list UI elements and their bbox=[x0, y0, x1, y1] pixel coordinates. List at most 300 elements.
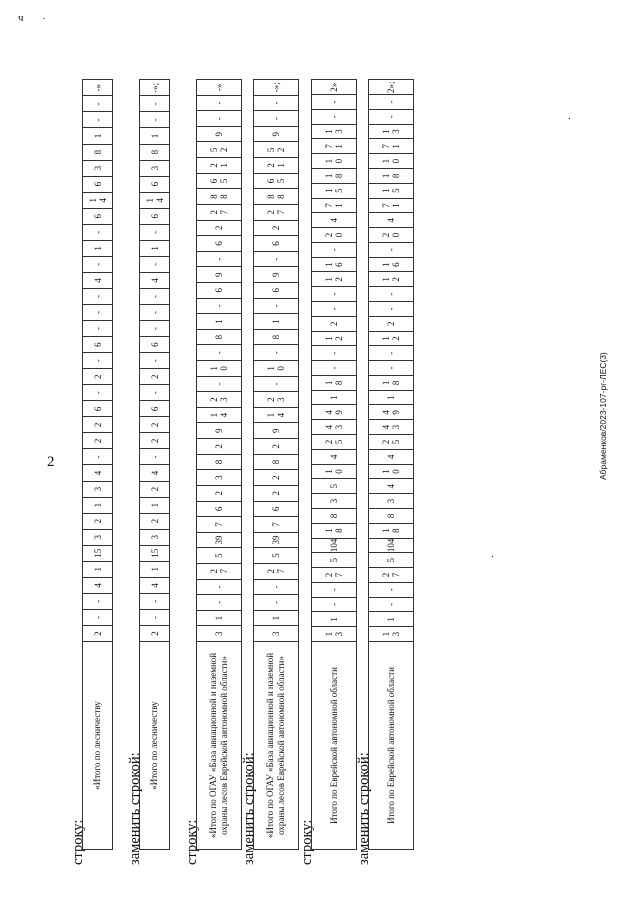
table-cell bbox=[312, 582, 357, 597]
table-cell bbox=[254, 595, 299, 611]
cell-digit: 0 bbox=[219, 366, 229, 371]
cell-digit: 3 bbox=[219, 397, 229, 402]
cell-digit: - bbox=[92, 359, 103, 363]
cell-digit: - bbox=[149, 455, 160, 459]
cell-digit: 4 bbox=[386, 217, 396, 223]
cell-digit: 6 bbox=[391, 262, 401, 267]
table-cell bbox=[197, 610, 242, 626]
cell-digit: 2 bbox=[219, 147, 229, 153]
cell-digit: 7 bbox=[276, 569, 286, 574]
cell-digit: 1 bbox=[149, 246, 160, 251]
cell-digit: 3 bbox=[92, 165, 103, 171]
cell-digit: 8 bbox=[334, 380, 344, 386]
table-cell bbox=[312, 257, 357, 272]
table-cell bbox=[312, 95, 357, 110]
cell-digit: 7 bbox=[276, 210, 286, 215]
cell-digit: 7 bbox=[219, 210, 229, 215]
cell-digit: 3 bbox=[214, 631, 224, 636]
table-cell bbox=[369, 331, 414, 346]
table-cell bbox=[254, 126, 299, 142]
cell-digit: 2 bbox=[149, 374, 160, 379]
cell-digit: 2 bbox=[266, 569, 276, 574]
table-cell bbox=[369, 435, 414, 450]
cell-digit: - bbox=[386, 307, 396, 311]
cell-digit: 3 bbox=[391, 631, 401, 637]
cell-digit: - bbox=[92, 118, 103, 122]
cell-digit: - bbox=[92, 327, 103, 331]
cell-digit: 2 bbox=[271, 490, 281, 496]
table-cell bbox=[140, 513, 170, 529]
cell-digit: 4 bbox=[92, 470, 103, 476]
table-cell bbox=[369, 228, 414, 243]
table-cell bbox=[312, 169, 357, 184]
cell-digit: 3 bbox=[149, 534, 160, 540]
table-cell bbox=[369, 302, 414, 317]
cell-digit: 1 bbox=[276, 163, 286, 168]
cell-digit: - bbox=[329, 351, 339, 355]
cell-digit: 2 bbox=[149, 486, 160, 492]
cell-digit: - bbox=[149, 118, 160, 122]
cell-digit: 6 bbox=[92, 214, 103, 219]
cell-digit: 1 bbox=[324, 277, 334, 282]
cell-digit: 15 bbox=[92, 548, 103, 558]
table-cell bbox=[83, 529, 113, 545]
table-cell bbox=[312, 228, 357, 243]
table-cell bbox=[369, 213, 414, 228]
table-cell bbox=[197, 267, 242, 283]
cell-digit: 6 bbox=[149, 342, 160, 347]
table-cell bbox=[369, 346, 414, 361]
table-row bbox=[140, 80, 170, 850]
table-cell bbox=[254, 80, 299, 96]
row-name-cell: «Итого по лесничеству bbox=[140, 642, 170, 850]
cell-digit: 1 bbox=[381, 158, 391, 164]
table-cell bbox=[197, 282, 242, 298]
cell-digit: 6 bbox=[149, 181, 160, 187]
page-number: 2 bbox=[47, 454, 55, 470]
table-cell bbox=[312, 287, 357, 302]
table-cell bbox=[254, 298, 299, 314]
table-cell bbox=[197, 314, 242, 330]
table-cell bbox=[83, 401, 113, 417]
cell-digit: 1 bbox=[87, 197, 98, 203]
cell-digit: 5 bbox=[334, 188, 344, 193]
cell-digit: 5 bbox=[266, 147, 276, 153]
table-cell bbox=[83, 160, 113, 176]
table-cell bbox=[369, 124, 414, 139]
table-cell bbox=[140, 288, 170, 304]
cell-digit: 5 bbox=[391, 439, 401, 445]
cell-digit: 1 bbox=[271, 319, 281, 324]
cell-digit: 7 bbox=[391, 572, 401, 578]
cell-digit: 2 bbox=[266, 397, 276, 402]
cell-digit: 7 bbox=[381, 203, 391, 208]
table-cell bbox=[254, 439, 299, 455]
cell-digit: 8 bbox=[386, 513, 396, 519]
cell-digit: 4 bbox=[329, 454, 339, 459]
row-name-cell: Итого по Еврейской автономной области bbox=[369, 642, 414, 850]
cell-digit: 7 bbox=[324, 144, 334, 149]
cell-digit: 2 bbox=[271, 475, 281, 480]
cell-digit: 2 bbox=[324, 439, 334, 445]
table-cell bbox=[140, 609, 170, 625]
cell-digit: 1 bbox=[214, 615, 224, 621]
cell-digit: - bbox=[271, 101, 281, 105]
table-cell bbox=[312, 538, 357, 553]
table-cell bbox=[197, 579, 242, 595]
cell-digit: 9 bbox=[214, 131, 224, 137]
table-cell bbox=[369, 257, 414, 272]
cell-digit: - bbox=[92, 615, 103, 619]
cell-digit: 8 bbox=[271, 459, 281, 465]
table-cell bbox=[140, 401, 170, 417]
table-cell bbox=[197, 454, 242, 470]
table-cell bbox=[140, 577, 170, 593]
cell-digit: 8 bbox=[391, 173, 401, 179]
cell-digit: 5 bbox=[209, 147, 219, 153]
cell-digit: 0 bbox=[276, 366, 286, 371]
table-cell bbox=[197, 329, 242, 345]
table-cell bbox=[83, 288, 113, 304]
table-cell bbox=[254, 282, 299, 298]
cell-digit: 2 bbox=[276, 147, 286, 153]
data-table bbox=[368, 79, 414, 850]
cell-digit: 5 bbox=[386, 557, 396, 563]
cell-digit: - bbox=[214, 101, 224, 105]
table-cell bbox=[197, 189, 242, 205]
table-cell bbox=[312, 627, 357, 642]
table-cell bbox=[140, 80, 170, 96]
cell-digit: 4 bbox=[381, 410, 391, 415]
table-cell bbox=[83, 545, 113, 561]
table-cell bbox=[197, 517, 242, 533]
table-cell bbox=[312, 464, 357, 479]
table-cell bbox=[83, 433, 113, 449]
cell-digit: 2 bbox=[149, 518, 160, 524]
table-cell bbox=[312, 553, 357, 568]
table-cell bbox=[254, 563, 299, 579]
table-cell bbox=[83, 208, 113, 224]
cell-digit: 4 bbox=[381, 424, 391, 430]
cell-digit: 104 bbox=[329, 538, 339, 553]
cell-digit: 6 bbox=[92, 181, 103, 187]
section-label-new: заменить строкой: bbox=[127, 752, 143, 865]
table-cell bbox=[140, 305, 170, 321]
table-cell bbox=[140, 96, 170, 112]
table-cell bbox=[369, 538, 414, 553]
cell-digit: - bbox=[271, 382, 281, 386]
cell-digit: 6 bbox=[266, 178, 276, 184]
table-cell bbox=[83, 561, 113, 577]
table-cell bbox=[369, 627, 414, 642]
table-cell bbox=[369, 242, 414, 257]
cell-digit: - bbox=[386, 115, 396, 119]
cell-digit: 8 bbox=[92, 149, 103, 155]
cell-digit: - bbox=[329, 248, 339, 252]
cell-digit: 3 bbox=[334, 631, 344, 637]
table-cell bbox=[369, 154, 414, 169]
cell-digit: 0 bbox=[391, 469, 401, 474]
table-cell bbox=[197, 142, 242, 158]
cell-digit: 4 bbox=[149, 470, 160, 476]
cell-digit: - bbox=[214, 585, 224, 589]
cell-digit: 8 bbox=[214, 334, 224, 340]
cell-digit: 6 bbox=[271, 241, 281, 246]
cell-digit: 2 bbox=[381, 232, 391, 238]
cell-digit: - bbox=[271, 600, 281, 604]
cell-digit: 7 bbox=[219, 569, 229, 574]
cell-digit: - bbox=[386, 603, 396, 607]
table-cell bbox=[254, 376, 299, 392]
table-cell bbox=[197, 220, 242, 236]
table-cell bbox=[369, 80, 414, 95]
cell-digit: - bbox=[92, 102, 103, 106]
cell-digit: - bbox=[329, 100, 339, 104]
table-cell bbox=[369, 109, 414, 124]
table-cell bbox=[140, 112, 170, 128]
table-cell bbox=[140, 529, 170, 545]
table-cell bbox=[312, 331, 357, 346]
table-cell bbox=[312, 435, 357, 450]
cell-digit: 8 bbox=[271, 334, 281, 340]
table-cell bbox=[254, 579, 299, 595]
cell-digit: 6 bbox=[271, 506, 281, 512]
cell-digit: 2 bbox=[92, 438, 103, 444]
cell-digit: 39 bbox=[214, 535, 224, 545]
cell-digit: 1 bbox=[324, 262, 334, 267]
cell-digit: 1 bbox=[324, 528, 334, 533]
table-cell bbox=[312, 597, 357, 612]
cell-digit: 2 bbox=[386, 321, 396, 326]
table-cell bbox=[254, 517, 299, 533]
cell-digit: - bbox=[386, 248, 396, 252]
cell-digit: 5 bbox=[271, 553, 281, 558]
table-cell bbox=[369, 597, 414, 612]
table-cell bbox=[140, 128, 170, 144]
cell-digit: 4 bbox=[329, 217, 339, 223]
cell-digit: 104 bbox=[386, 538, 396, 553]
cell-digit: 1 bbox=[266, 412, 276, 418]
table-cell bbox=[312, 375, 357, 390]
table-cell bbox=[369, 390, 414, 405]
table-cell bbox=[369, 405, 414, 420]
table-cell bbox=[140, 321, 170, 337]
cell-digit: 2»; bbox=[386, 81, 396, 93]
cell-digit: 2» bbox=[329, 82, 339, 92]
cell-digit: 1 bbox=[334, 203, 344, 208]
cell-digit: - bbox=[214, 304, 224, 308]
table-cell bbox=[312, 198, 357, 213]
row-name-cell: «Итого по ОГАУ «База авиационной и наземной охраны лесов Еврейской автономной области» bbox=[197, 642, 242, 850]
cell-digit: 4 bbox=[324, 424, 334, 430]
table-cell bbox=[254, 236, 299, 252]
cell-digit: 1 bbox=[324, 469, 334, 474]
table-cell bbox=[369, 553, 414, 568]
table-cell bbox=[83, 497, 113, 513]
table-cell bbox=[254, 485, 299, 501]
row-name-cell: Итого по Еврейской автономной области bbox=[312, 642, 357, 850]
table-cell bbox=[83, 96, 113, 112]
cell-digit: - bbox=[386, 366, 396, 370]
table-cell bbox=[197, 80, 242, 96]
table-cell bbox=[197, 251, 242, 267]
table-cell bbox=[83, 417, 113, 433]
table-cell bbox=[312, 568, 357, 583]
cell-digit: 2 bbox=[381, 572, 391, 578]
cell-digit: 1 bbox=[386, 617, 396, 622]
cell-digit: 1 bbox=[324, 188, 334, 193]
cell-digit: 6 bbox=[209, 178, 219, 184]
cell-digit: 2 bbox=[391, 277, 401, 282]
table-cell bbox=[312, 242, 357, 257]
section-label-new: заменить строкой: bbox=[356, 752, 372, 865]
cell-digit: 2 bbox=[209, 210, 219, 215]
cell-digit: 2 bbox=[324, 232, 334, 238]
table-cell bbox=[254, 251, 299, 267]
table-cell bbox=[197, 236, 242, 252]
table-cell bbox=[140, 337, 170, 353]
cell-digit: 5 bbox=[334, 439, 344, 445]
table-cell bbox=[312, 139, 357, 154]
data-table bbox=[253, 79, 299, 850]
cell-digit: - bbox=[149, 295, 160, 298]
cell-digit: 4 bbox=[276, 412, 286, 418]
cell-digit: 2 bbox=[92, 374, 103, 379]
cell-digit: 5 bbox=[276, 178, 286, 184]
table-row bbox=[254, 80, 299, 850]
table-cell bbox=[140, 465, 170, 481]
cell-digit: 1 bbox=[334, 144, 344, 149]
cell-digit: 6 bbox=[214, 506, 224, 512]
table-cell bbox=[197, 204, 242, 220]
table-cell bbox=[83, 256, 113, 272]
cell-digit: 8 bbox=[276, 194, 286, 199]
cell-digit: 2 bbox=[92, 422, 103, 428]
table-cell bbox=[312, 124, 357, 139]
table-cell bbox=[83, 513, 113, 529]
table-cell bbox=[197, 111, 242, 127]
row-name-cell: «Итого по ОГАУ «База авиационной и наземной охраны лесов Еврейской автономной области» bbox=[254, 642, 299, 850]
cell-digit: 7 bbox=[271, 522, 281, 527]
table-cell bbox=[254, 329, 299, 345]
cell-digit: - bbox=[329, 292, 339, 296]
cell-digit: 1 bbox=[324, 173, 334, 179]
cell-digit: 1 bbox=[386, 395, 396, 400]
table-cell bbox=[197, 626, 242, 642]
table-cell bbox=[83, 625, 113, 641]
cell-digit: 4 bbox=[154, 197, 165, 203]
table-cell bbox=[197, 485, 242, 501]
cell-digit: 6 bbox=[92, 342, 103, 347]
table-cell bbox=[369, 420, 414, 435]
cell-digit: 1 bbox=[381, 188, 391, 193]
cell-digit: -» bbox=[92, 84, 103, 92]
cell-digit: - bbox=[92, 391, 103, 395]
cell-digit: 1 bbox=[209, 366, 219, 371]
cell-digit: 8 bbox=[391, 528, 401, 533]
cell-digit: - bbox=[271, 304, 281, 308]
cell-digit: - bbox=[329, 588, 339, 592]
cell-digit: -» bbox=[214, 83, 224, 92]
table-cell bbox=[197, 298, 242, 314]
table-cell bbox=[254, 392, 299, 408]
table-cell bbox=[254, 532, 299, 548]
cell-digit: 5 bbox=[219, 178, 229, 184]
cell-digit: 1 bbox=[271, 615, 281, 621]
cell-digit: 8 bbox=[149, 149, 160, 155]
cell-digit: 2 bbox=[209, 569, 219, 574]
cell-digit: 1 bbox=[381, 129, 391, 134]
cell-digit: 2 bbox=[209, 163, 219, 168]
table-cell bbox=[369, 316, 414, 331]
cell-digit: 4 bbox=[386, 454, 396, 459]
table-cell bbox=[312, 420, 357, 435]
table-cell bbox=[197, 595, 242, 611]
cell-digit: - bbox=[329, 115, 339, 119]
cell-digit: 1 bbox=[209, 412, 219, 418]
cell-digit: 1 bbox=[144, 197, 155, 203]
table-cell bbox=[197, 423, 242, 439]
table-cell bbox=[254, 314, 299, 330]
table-cell bbox=[83, 321, 113, 337]
cell-digit: 2 bbox=[271, 225, 281, 231]
cell-digit: 9 bbox=[271, 428, 281, 434]
section-label-new: заменить строкой: bbox=[241, 752, 257, 865]
table-cell bbox=[369, 361, 414, 376]
table-cell bbox=[254, 548, 299, 564]
cell-digit: 4 bbox=[97, 197, 108, 203]
cell-digit: - bbox=[386, 588, 396, 592]
cell-digit: 4 bbox=[92, 583, 103, 588]
cell-digit: 9 bbox=[271, 131, 281, 137]
table-cell bbox=[312, 523, 357, 538]
cell-digit: 1 bbox=[381, 336, 391, 341]
table-cell bbox=[369, 272, 414, 287]
cell-digit: 3 bbox=[149, 165, 160, 171]
cell-digit: - bbox=[271, 585, 281, 589]
cell-digit: 1 bbox=[381, 631, 391, 637]
table-cell bbox=[369, 582, 414, 597]
table-row bbox=[369, 80, 414, 850]
table-cell bbox=[369, 494, 414, 509]
cell-digit: 4 bbox=[92, 278, 103, 283]
cell-digit: 3 bbox=[334, 129, 344, 134]
table-cell bbox=[312, 346, 357, 361]
cell-digit: - bbox=[329, 307, 339, 311]
table-cell bbox=[83, 240, 113, 256]
cell-digit: - bbox=[386, 351, 396, 355]
table-cell bbox=[140, 256, 170, 272]
table-cell bbox=[197, 563, 242, 579]
cell-digit: 8 bbox=[266, 194, 276, 199]
cell-digit: 0 bbox=[334, 158, 344, 164]
table-cell bbox=[369, 449, 414, 464]
cell-digit: 1 bbox=[391, 203, 401, 208]
table-cell bbox=[197, 548, 242, 564]
cell-digit: 8 bbox=[391, 380, 401, 386]
table-cell bbox=[369, 95, 414, 110]
table-cell bbox=[254, 407, 299, 423]
cell-digit: - bbox=[149, 230, 160, 234]
cell-digit: 1 bbox=[324, 631, 334, 637]
table-cell bbox=[83, 369, 113, 385]
cell-digit: 2 bbox=[92, 518, 103, 524]
cell-digit: - bbox=[214, 600, 224, 604]
table-cell bbox=[83, 192, 113, 208]
table-cell bbox=[254, 95, 299, 111]
table-cell bbox=[83, 80, 113, 96]
cell-digit: 0 bbox=[334, 469, 344, 474]
